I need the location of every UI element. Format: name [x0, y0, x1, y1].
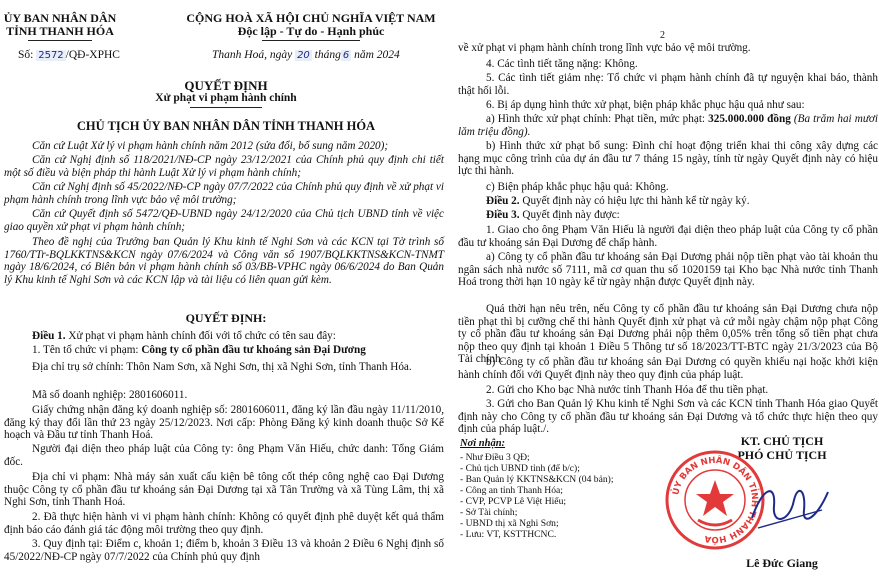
article-3-label: Điều 3. — [486, 209, 520, 221]
national-header — [170, 12, 452, 38]
nation-line-1: CỘNG HOÀ XÃ HỘI CHỦ NGHĨA VIỆT NAM — [186, 11, 436, 25]
number-prefix: Số: — [18, 49, 34, 61]
article-1 — [4, 330, 444, 343]
basis-4: Căn cứ Quyết định số 5472/QĐ-UBND ngày 24/12/2020 của Chủ tịch UBND tỉnh về việc giao quyền xử phạt vi phạm hành chính; — [4, 208, 444, 233]
subject-underline — [190, 107, 262, 108]
violation-site: Địa chỉ vi phạm: Nhà máy sản xuất cấu kiện bê tông cốt thép công nghệ cao Đại Dương thuộc Công ty cổ phần đầu tư khoáng sản Đại Dương tại xã Tân Trường và xã Tùng Lâm, thị xã Nghi Sơn, tỉnh Thanh Hoá. — [4, 471, 444, 509]
seal-star-icon — [696, 480, 734, 516]
date-prefix: Thanh Hoá, ngày — [212, 49, 293, 61]
recipient-item: - CVP, PCVP Lê Việt Hiếu; — [460, 496, 567, 507]
article-1-label: Điều 1. — [32, 330, 66, 342]
basis-2: Căn cứ Nghị định số 118/2021/NĐ-CP ngày 23/12/2021 của Chính phủ quy định chi tiết một số điều và biện pháp thi hành Luật Xử lý vi phạm hành chính; — [4, 154, 444, 179]
fine-prefix: a) Hình thức xử phạt chính: Phạt tiền, mức phạt: — [486, 113, 706, 125]
legal-representative: Người đại diện theo pháp luật của Công ty: ông Phạm Văn Hiếu, chức danh: Tổng Giám đốc. — [4, 443, 444, 468]
delivery-1a: a) Công ty cổ phần đầu tư khoáng sản Đại Dương phải nộp tiền phạt vào tài khoản thu ngân sách nhà nước số 7111, mã cơ quan thu số 1020159 tại Kho bạc Nhà nước tỉnh Thanh Hoá trong thời hạn 10 ngày kể từ ngày nhận được Quyết định này. — [458, 251, 878, 289]
continued-line: về xử phạt vi phạm hành chính trong lĩnh vực bảo vệ môi trường. — [458, 42, 751, 54]
org-name-label: 1. Tên tổ chức vi phạm: — [32, 344, 139, 356]
payment-deadline: Quá thời hạn nêu trên, nếu Công ty cổ phần đầu tư khoáng sản Đại Dương chưa nộp tiền phạt thì bị cưỡng chế thi hành Quyết định xử phạt và cứ mỗi ngày chậm nộp phạt Công ty cổ phần đầu tư khoáng sản Đại Dương phải nộp thêm 0,05% trên tổng số tiền phạt chưa nộp theo quy định tại khoản 1 Điều 5 Thông tư số 18/2023/TT-BTC ngày 21/3/2023 của Bộ Tài chính. — [458, 303, 878, 366]
mitigating-circumstances: 5. Các tình tiết giảm nhẹ: Tổ chức vi phạm hành chính đã tự nguyện khai báo, thành thật hối lỗi. — [458, 72, 878, 97]
recipient-item: - Công an tỉnh Thanh Hóa; — [460, 485, 563, 496]
date-year: năm 2024 — [354, 49, 400, 61]
issue-date — [212, 49, 400, 61]
recipients-title: Nơi nhận: — [460, 438, 506, 449]
tax-code: Mã số doanh nghiệp: 2801606011. — [32, 389, 188, 401]
article-2-text: Quyết định này có hiệu lực thi hành kể từ ngày ký. — [522, 195, 750, 207]
seal-text: ỦY BAN NHÂN DÂN TỈNH THANH HÓA — [671, 455, 760, 545]
fine-in-words: (Ba trăm hai mươi lăm triệu đồng). — [458, 113, 879, 138]
sign-title-2: PHÓ CHỦ TỊCH — [737, 448, 827, 462]
violation-act: 2. Đã thực hiện hành vi vi phạm hành chính: Không có quyết định phê duyệt kết quả thẩm định báo cáo đánh giá tác động môi trường theo quy định. — [4, 511, 444, 536]
agency-line-2: TỈNH THANH HÓA — [6, 24, 114, 38]
basis-1: Căn cứ Luật Xử lý vi phạm hành chính năm 2012 (sửa đổi, bổ sung năm 2020); — [32, 140, 389, 152]
page-number: 2 — [660, 30, 665, 41]
basis-3: Căn cứ Nghị định số 45/2022/NĐ-CP ngày 07/7/2022 của Chính phủ quy định về xử phạt vi phạm hành chính trong lĩnh vực bảo vệ môi trường; — [4, 181, 444, 206]
agency-underline — [28, 40, 92, 41]
org-name: Công ty cổ phần đầu tư khoáng sản Đại Dương — [141, 344, 366, 356]
motto-underline — [262, 40, 360, 41]
date-month: 6 — [342, 50, 350, 61]
article-1-text: Xử phạt vi phạm hành chính đối với tổ chức có tên sau đây: — [68, 330, 336, 342]
recipient-item: - Ban Quản lý KKTNS&KCN (04 bản); — [460, 474, 614, 485]
date-month-label: tháng — [314, 49, 341, 61]
document-number — [18, 49, 120, 61]
fine-amount: 325.000.000 đồng — [708, 113, 791, 125]
recipient-item: - Sở Tài chính; — [460, 507, 518, 518]
recipient-item: - UBND thị xã Nghi Sơn; — [460, 518, 559, 529]
aggravating-circumstances: 4. Các tình tiết tăng nặng: Không. — [486, 58, 638, 70]
number-suffix: /QĐ-XPHC — [65, 49, 120, 61]
seal-emblem-base — [698, 520, 732, 525]
agency-line-1: ỦY BAN NHÂN DÂN — [3, 11, 117, 25]
document-type: QUYẾT ĐỊNH — [184, 78, 268, 93]
additional-penalty: b) Hình thức xử phạt bổ sung: Đình chỉ hoạt động triển khai thi công xây dựng các hạng mục công trình của dự án đầu tư 7 tháng 15 ngày, tính từ ngày Quyết định này có hiệu lực thi hành. — [458, 140, 878, 178]
delivery-1: 1. Giao cho ông Phạm Văn Hiếu là người đại diện theo pháp luật của Công ty cổ phần đầu tư khoáng sản Đại Dương để chấp hành. — [458, 224, 878, 249]
article-3 — [458, 209, 878, 222]
legal-basis: 3. Quy định tại: Điểm c, khoản 1; điểm b, khoản 3 Điều 13 và khoản 2 Điều 6 Nghị định số 45/2022/NĐ-CP ngày 07/7/2022 của Chính phủ quy định — [4, 538, 444, 563]
document-subject: Xử phạt vi phạm hành chính — [155, 92, 297, 104]
remedial-measures: c) Biện pháp khắc phục hậu quả: Không. — [486, 181, 669, 193]
recipient-item: - Chủ tịch UBND tỉnh (để b/c); — [460, 463, 580, 474]
agency-header — [0, 12, 120, 38]
recipient-item: - Như Điều 3 QĐ; — [460, 452, 530, 463]
delivery-2: 2. Gửi cho Kho bạc Nhà nước tỉnh Thanh Hóa để thu tiền phạt. — [486, 384, 769, 396]
issuer-title: CHỦ TỊCH ỦY BAN NHÂN DÂN TỈNH THANH HÓA — [76, 119, 376, 133]
article-2 — [458, 195, 878, 208]
delivery-3: 3. Gửi cho Ban Quản lý Khu kinh tế Nghi Sơn và các KCN tỉnh Thanh Hóa giao Quyết định này cho Công ty cổ phần đầu tư khoáng sản Đại Dương và tổ chức thực hiện theo quy định của pháp luật./. — [458, 398, 878, 436]
date-day: 20 — [297, 50, 310, 61]
business-certificate: Giấy chứng nhận đăng ký doanh nghiệp số: 2801606011, đăng ký lần đầu ngày 11/11/2010, đăng ký thay đổi lần thứ 23 ngày 25/12/2023. Nơi cấp: Phòng Đăng ký kinh doanh thuộc Sở Kế hoạch và Đầu tư tỉnh Thanh Hoá. — [4, 404, 444, 442]
sign-title-1: KT. CHỦ TỊCH — [740, 434, 824, 448]
recipient-item: - Lưu: VT, KSTTHCNC. — [460, 529, 557, 540]
article-2-label: Điều 2. — [486, 195, 520, 207]
article-3-text: Quyết định này được: — [522, 209, 620, 221]
basis-5: Theo đề nghị của Trưởng ban Quản lý Khu kinh tế Nghi Sơn và các KCN tại Tờ trình số 1760/TTr-BQLKKTNS&KCN ngày 07/6/2024 và Công văn số 1907/BQLKKTNS&KCN-TNMT ngày 18/6/2024, có Biên bản vi phạm hành chính số 03/BB-VPHC ngày 06/6/2024 do Ban Quản lý Khu kinh tế Nghi Sơn và các KCN lập và tài liệu có liên quan gửi kèm. — [4, 236, 444, 286]
number-handwritten: 2572 — [38, 50, 64, 61]
decide-heading: QUYẾT ĐỊNH: — [185, 311, 267, 325]
penalty-intro: 6. Bị áp dụng hình thức xử phạt, biện pháp khắc phục hậu quả như sau: — [486, 99, 805, 111]
org-name-line — [4, 344, 444, 357]
nation-line-2: Độc lập - Tự do - Hạnh phúc — [237, 24, 385, 38]
org-address: Địa chỉ trụ sở chính: Thôn Nam Sơn, xã Nghi Sơn, thị xã Nghi Sơn, tỉnh Thanh Hóa. — [32, 361, 412, 373]
signer-name: Lê Đức Giang — [746, 556, 818, 570]
handwritten-signature-icon — [744, 470, 834, 540]
main-penalty — [458, 113, 878, 138]
delivery-1b: b) Công ty cổ phần đầu tư khoáng sản Đại Dương có quyền khiếu nại hoặc khởi kiện hành chính đối với Quyết định này theo quy định của pháp luật. — [458, 356, 878, 381]
document-page-2 — [452, 0, 879, 587]
